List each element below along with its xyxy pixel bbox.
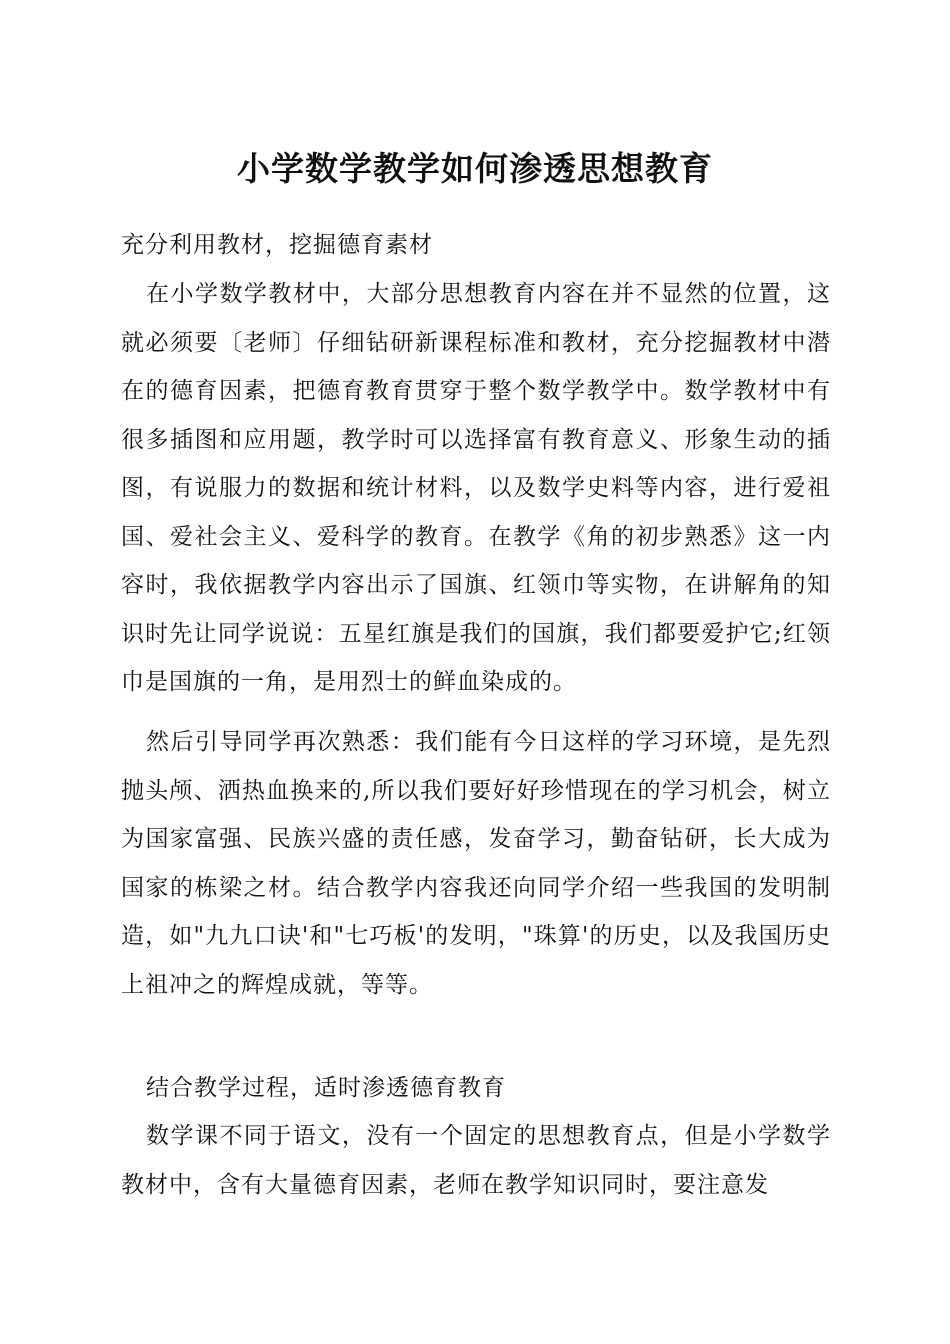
section-heading-text: 结合教学过程，适时渗透德育教育 — [146, 1075, 506, 1101]
section-heading-text: 充分利用教材，挖掘德育素材 — [121, 232, 433, 258]
paragraph: 数学课不同于语文，没有一个固定的思想教育点，但是小学数学教材中，含有大量德育因素，老师在教学知识同时，要注意发 — [121, 1123, 831, 1198]
paragraph-block-1 — [121, 270, 831, 707]
section-heading-1 — [121, 221, 831, 270]
paragraph-block-2 — [121, 718, 831, 1009]
section-heading-2 — [146, 1064, 856, 1113]
paragraph-block-3 — [121, 1112, 831, 1209]
document-title: 小学数学教学如何渗透思想教育 — [237, 149, 713, 188]
paragraph: 在小学数学教材中，大部分思想教育内容在并不显然的位置，这就必须要〔老师〕仔细钻研新课程标准和教材，充分挖掘教材中潜在的德育因素，把德育教育贯穿于整个数学教学中。数学教材中有很多插图和应用题，教学时可以选择富有教育意义、形象生动的插图，有说服力的数据和统计材料，以及数学史料等内容，进行爱祖国、爱社会主义、爱科学的教育。在教学《角的初步熟悉》这一内容时，我依据教学内容出示了国旗、红领巾等实物，在讲解角的知识时先让同学说说：五星红旗是我们的国旗，我们都要爱护它;红领巾是国旗的一角，是用烈士的鲜血染成的。 — [121, 281, 831, 695]
paragraph: 然后引导同学再次熟悉：我们能有今日这样的学习环境，是先烈抛头颅、洒热血换来的,所以我们要好好珍惜现在的学习机会，树立为国家富强、民族兴盛的责任感，发奋学习，勤奋钻研，长大成为国家的栋梁之材。结合教学内容我还向同学介绍一些我国的发明制造，如"九九口诀'和"七巧板'的发明，"珠算'的历史，以及我国历史上祖冲之的辉煌成就，等等。 — [121, 729, 831, 998]
